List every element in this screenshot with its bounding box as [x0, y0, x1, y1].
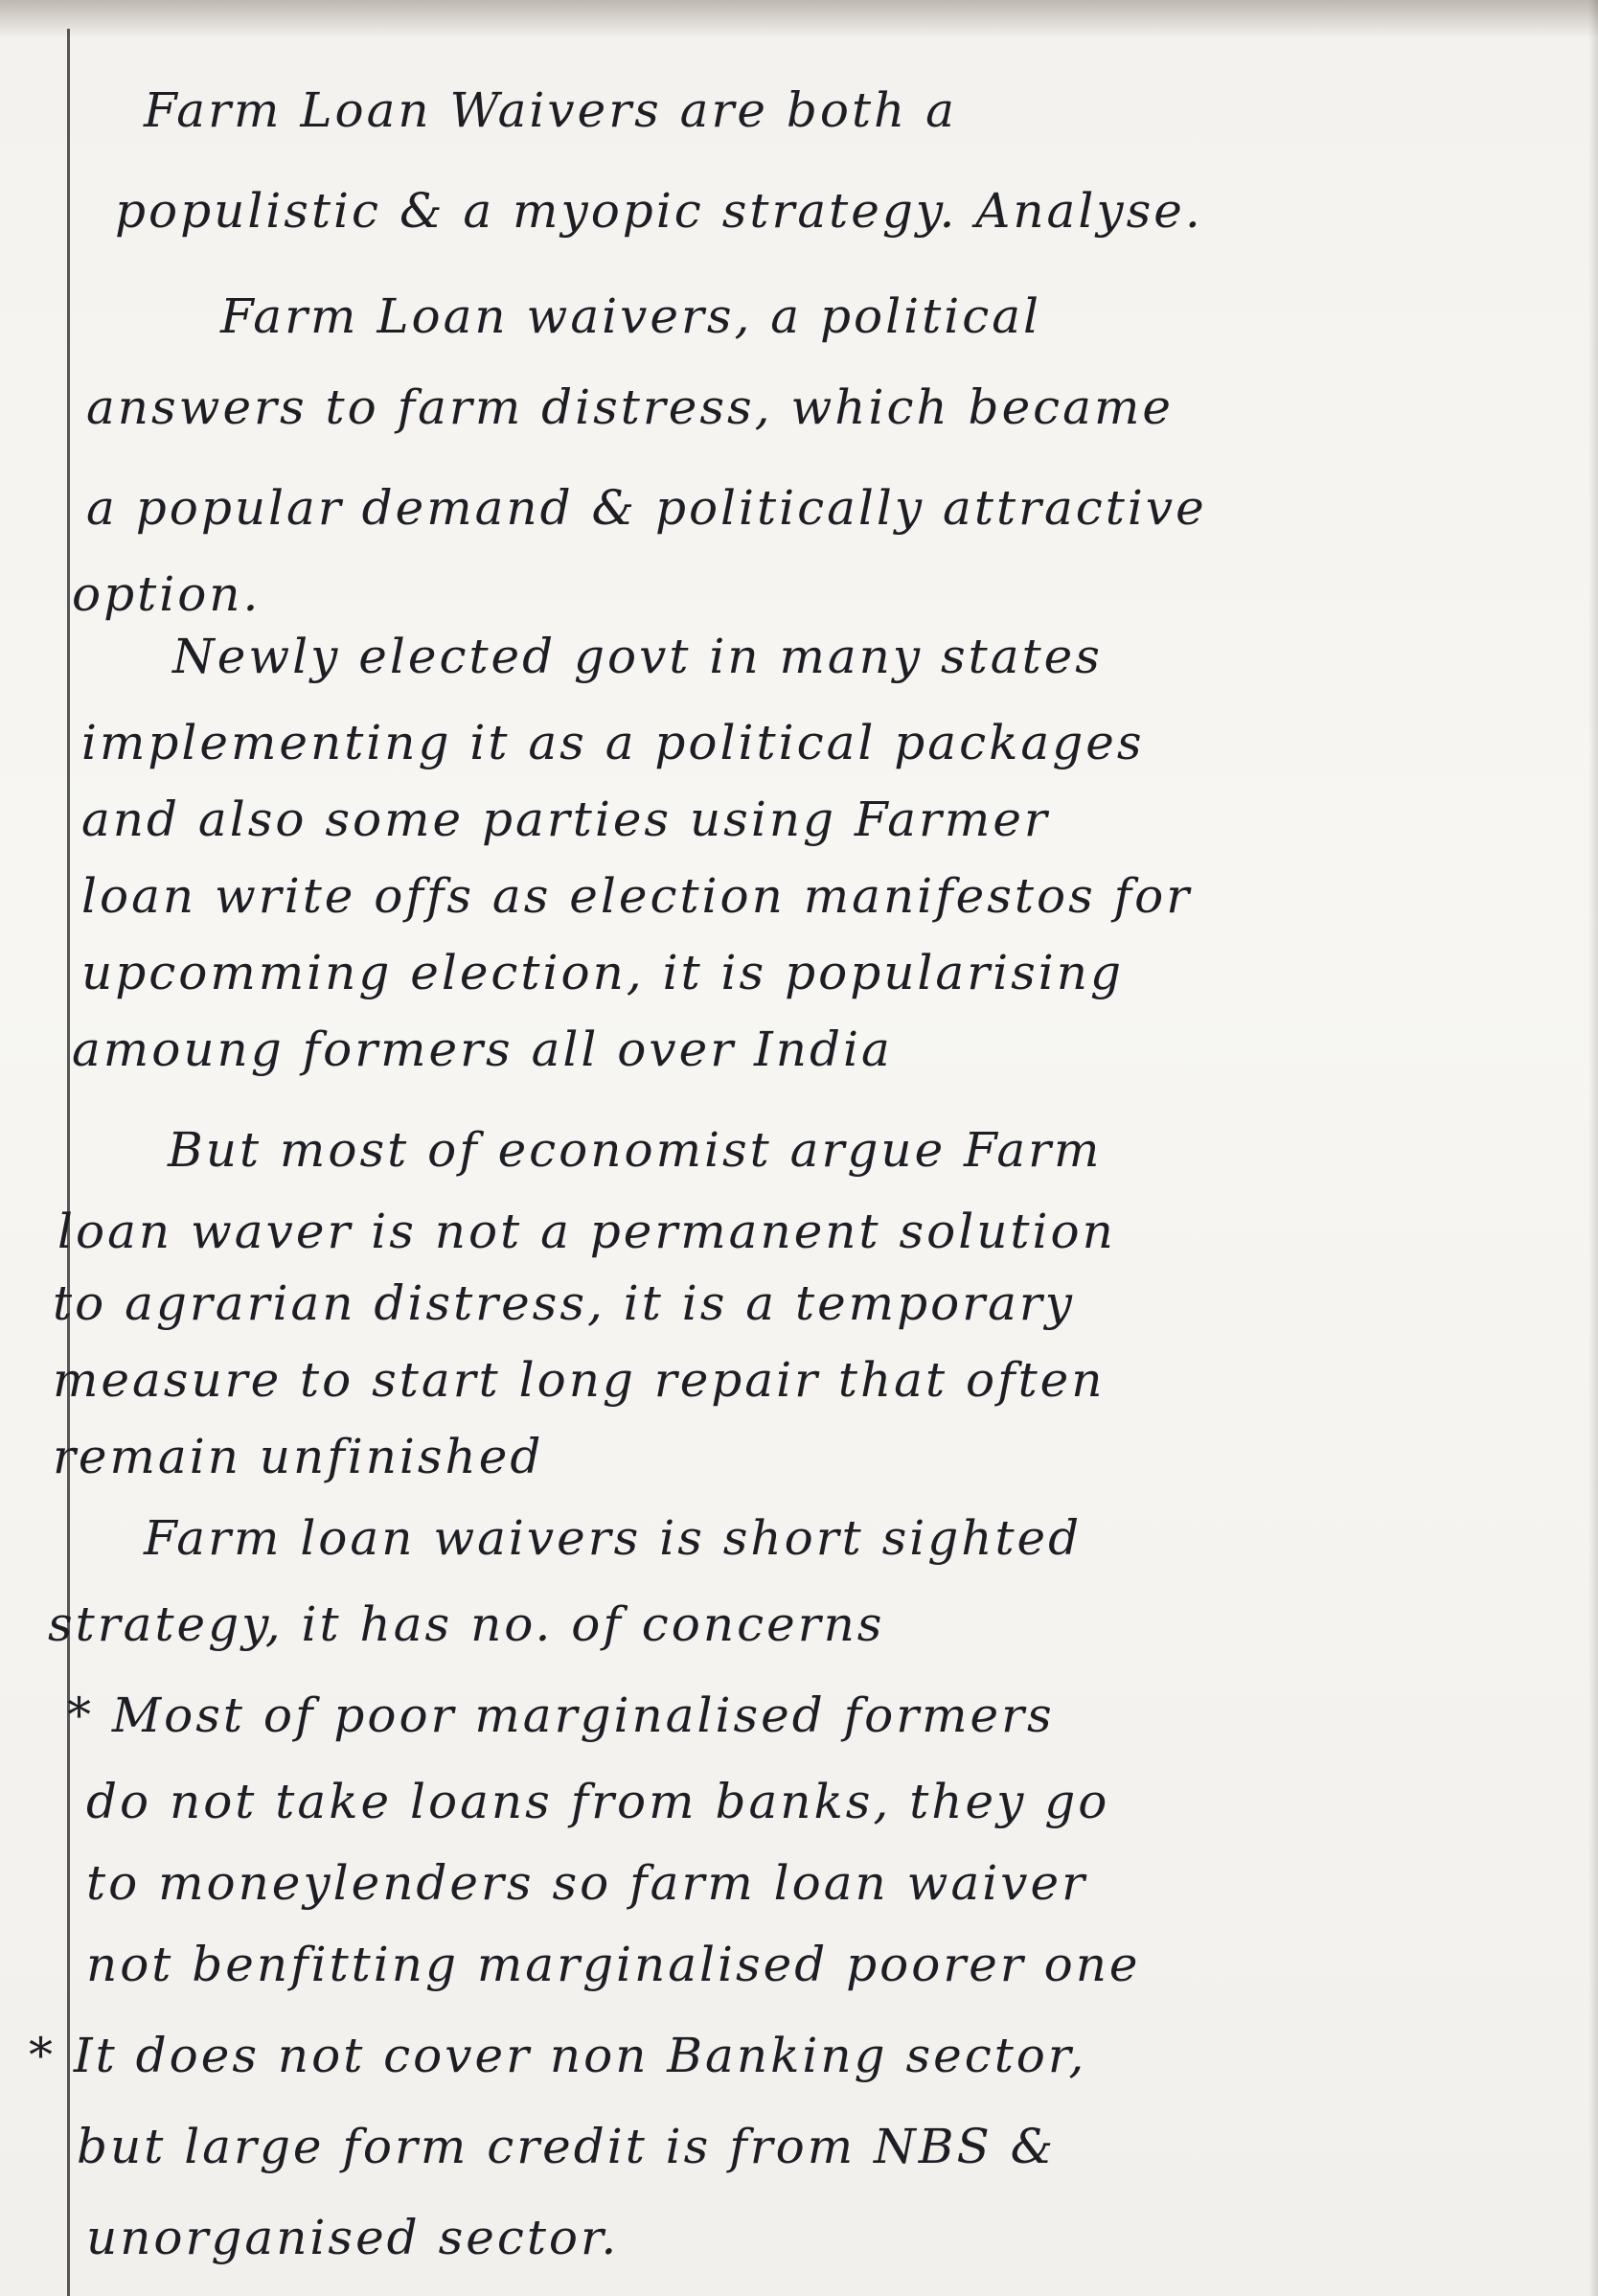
text-line-26: unorganised sector. [86, 2210, 620, 2265]
text-line-12: amoung formers all over India [72, 1022, 893, 1077]
text-line-3: Farm Loan waivers, a political [220, 288, 1041, 344]
text-line-16: measure to start long repair that often [53, 1352, 1106, 1408]
text-line-18: Farm loan waivers is short sighted [144, 1510, 1083, 1566]
text-line-19: strategy, it has no. of concerns [48, 1596, 885, 1652]
text-line-1: Farm Loan Waivers are both a [144, 82, 957, 138]
text-line-5: a popular demand & politically attractive [86, 480, 1207, 536]
text-line-23: not benfitting marginalised poorer one [86, 1937, 1141, 1992]
text-line-11: upcomming election, it is popularising [81, 945, 1124, 1000]
text-line-9: and also some parties using Farmer [81, 792, 1050, 847]
text-line-2: populistic & a myopic strategy. Analyse. [115, 183, 1203, 239]
text-line-20: * Most of poor marginalised formers [67, 1688, 1055, 1743]
text-line-13: But most of economist argue Farm [168, 1122, 1103, 1178]
text-line-10: loan write offs as election manifestos for [81, 868, 1193, 924]
text-line-25: but large form credit is from NBS & [77, 2119, 1057, 2174]
page-right-edge [1588, 0, 1598, 2296]
text-line-4: answers to farm distress, which became [86, 379, 1174, 435]
text-line-22: to moneylenders so farm loan waiver [86, 1855, 1087, 1911]
text-line-24: * It does not cover non Banking sector, [29, 2028, 1087, 2083]
text-line-15: to agrarian distress, it is a temporary [53, 1275, 1076, 1331]
margin-line [67, 29, 70, 2296]
text-line-6: option. [72, 566, 262, 622]
text-line-14: loan waver is not a permanent solution [57, 1204, 1116, 1259]
page-top-shadow [0, 0, 1598, 38]
text-line-21: do not take loans from banks, they go [86, 1774, 1110, 1829]
text-line-17: remain unfinished [53, 1429, 544, 1484]
text-line-7: Newly elected govt in many states [172, 629, 1103, 684]
text-line-8: implementing it as a political packages [81, 715, 1145, 770]
